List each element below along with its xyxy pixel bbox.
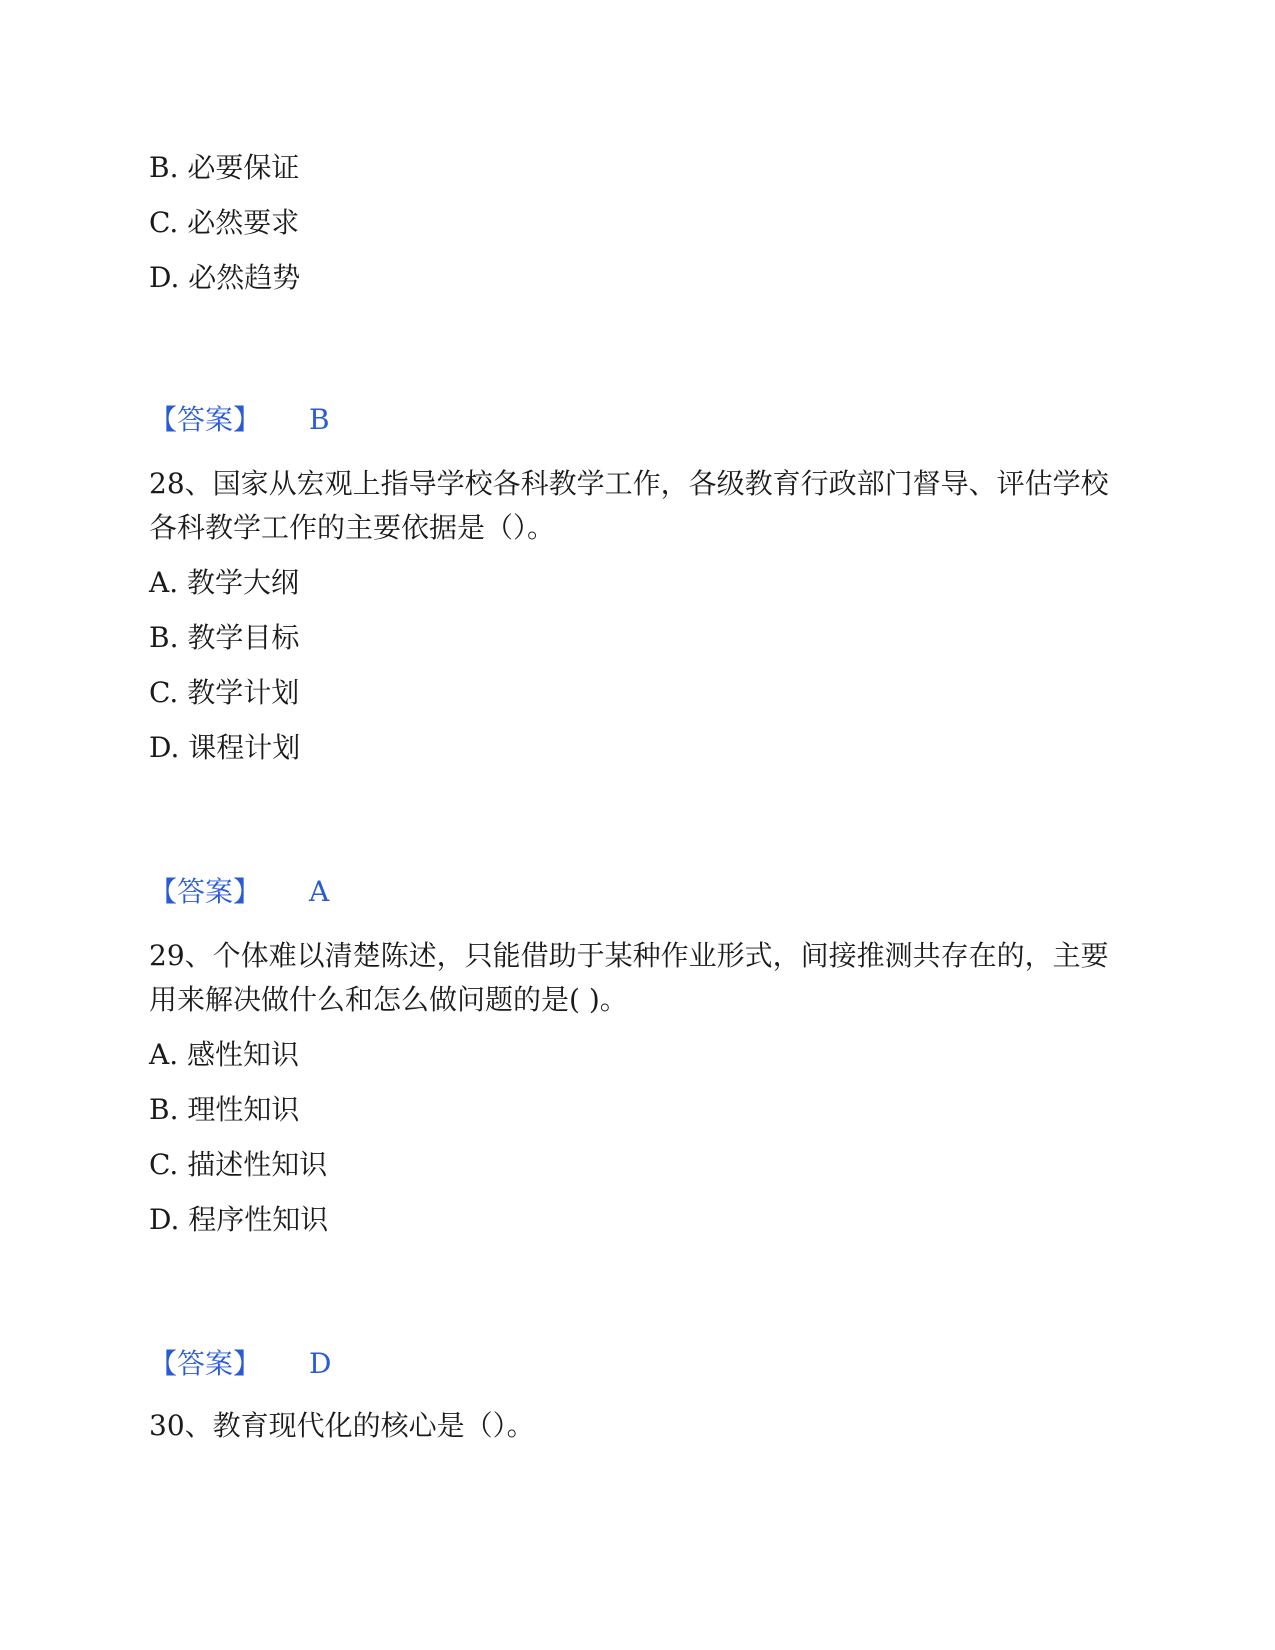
question-28: 28、国家从宏观上指导学校各科教学工作，各级教育行政部门督导、评估学校各科教学工作的主要依据是（）。 bbox=[149, 467, 1109, 544]
option-c: C. 必然要求 bbox=[149, 206, 300, 239]
option-c: C. 描述性知识 bbox=[149, 1148, 328, 1181]
answer-letter: D bbox=[309, 1347, 332, 1380]
option-b: B. 必要保证 bbox=[149, 151, 300, 184]
option-b: B. 理性知识 bbox=[149, 1093, 300, 1126]
option-c: C. 教学计划 bbox=[149, 676, 300, 709]
option-b: B. 教学目标 bbox=[149, 621, 300, 654]
option-d: D. 程序性知识 bbox=[149, 1203, 329, 1236]
option-d: D. 课程计划 bbox=[149, 731, 301, 764]
answer-letter: A bbox=[309, 875, 330, 908]
answer-29 bbox=[149, 1346, 331, 1382]
answer-label: 【答案】 bbox=[149, 875, 262, 908]
option-a: A. 教学大纲 bbox=[149, 566, 300, 599]
question-29: 29、个体难以清楚陈述，只能借助于某种作业形式，间接推测共存在的，主要用来解决做什么和怎么做问题的是( )。 bbox=[149, 939, 1109, 1016]
question-30: 30、教育现代化的核心是（）。 bbox=[149, 1409, 535, 1442]
option-a: A. 感性知识 bbox=[149, 1038, 300, 1071]
answer-27 bbox=[149, 402, 330, 438]
answer-28 bbox=[149, 874, 329, 910]
answer-label: 【答案】 bbox=[149, 403, 262, 436]
answer-label: 【答案】 bbox=[149, 1347, 262, 1380]
option-d: D. 必然趋势 bbox=[149, 261, 301, 294]
answer-letter: B bbox=[309, 403, 330, 436]
